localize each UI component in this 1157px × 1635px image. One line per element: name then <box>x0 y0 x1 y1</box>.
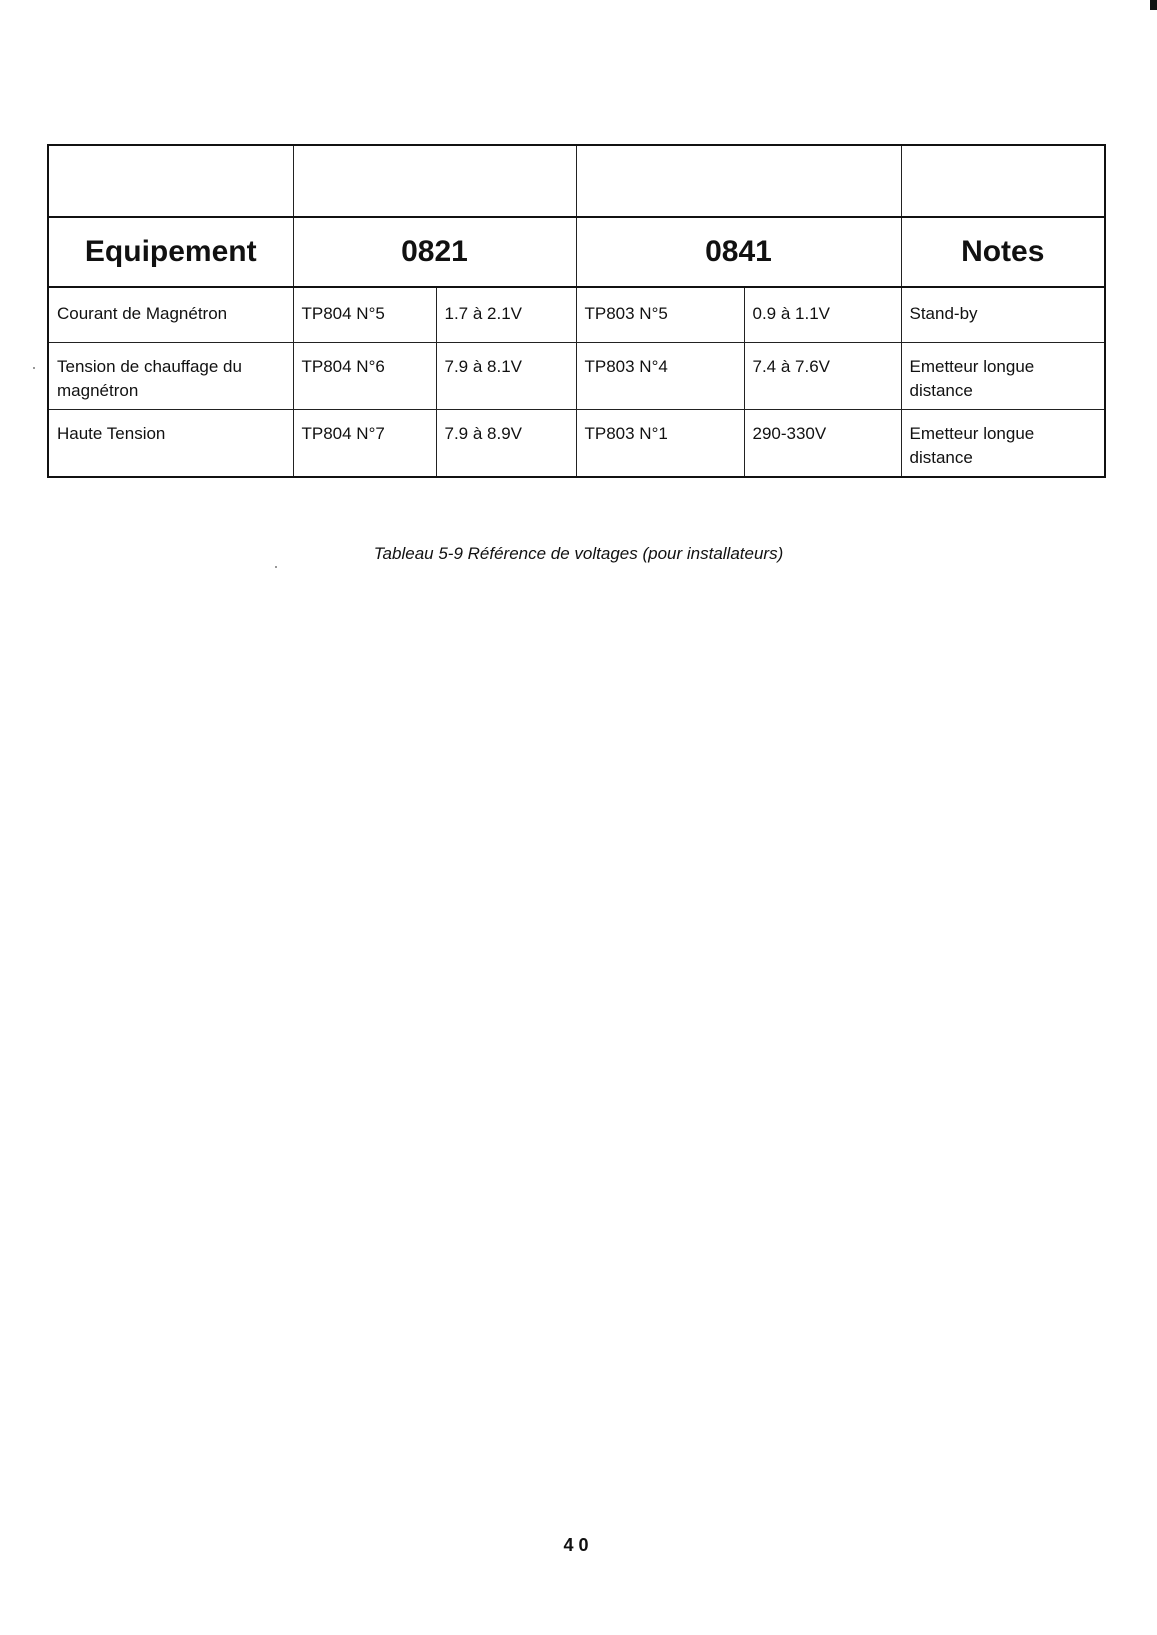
cell-notes: Emetteur longue distance <box>901 343 1105 410</box>
table-row <box>48 287 1105 343</box>
page-number: 40 <box>563 1535 594 1555</box>
blank-cell <box>48 145 293 217</box>
cell-test-point-0841: TP803 N°4 <box>576 343 744 410</box>
header-model-0841: 0841 <box>576 217 901 287</box>
cell-test-point-0821: TP804 N°7 <box>293 410 436 478</box>
cell-test-point-0821: TP804 N°5 <box>293 287 436 343</box>
cell-equipment: Courant de Magnétron <box>48 287 293 343</box>
scan-corner-mark <box>1150 0 1157 10</box>
cell-test-point-0841: TP803 N°5 <box>576 287 744 343</box>
cell-voltage-0841: 0.9 à 1.1V <box>744 287 901 343</box>
voltage-reference-table <box>47 144 1106 478</box>
header-equipment: Equipement <box>48 217 293 287</box>
table-header-row <box>48 217 1105 287</box>
header-model-0821: 0821 <box>293 217 576 287</box>
cell-equipment: Tension de chauffage du magnétron <box>48 343 293 410</box>
cell-voltage-0821: 1.7 à 2.1V <box>436 287 576 343</box>
cell-notes: Stand-by <box>901 287 1105 343</box>
blank-cell <box>901 145 1105 217</box>
cell-test-point-0841: TP803 N°1 <box>576 410 744 478</box>
blank-cell <box>576 145 901 217</box>
scan-speck <box>33 367 35 369</box>
cell-equipment: Haute Tension <box>48 410 293 478</box>
table-blank-row <box>48 145 1105 217</box>
cell-notes: Emetteur longue distance <box>901 410 1105 478</box>
scan-speck <box>275 566 277 568</box>
header-notes: Notes <box>901 217 1105 287</box>
blank-cell <box>293 145 576 217</box>
cell-voltage-0841: 290-330V <box>744 410 901 478</box>
cell-voltage-0821: 7.9 à 8.9V <box>436 410 576 478</box>
table-row <box>48 410 1105 478</box>
cell-test-point-0821: TP804 N°6 <box>293 343 436 410</box>
table-row <box>48 343 1105 410</box>
cell-voltage-0821: 7.9 à 8.1V <box>436 343 576 410</box>
cell-voltage-0841: 7.4 à 7.6V <box>744 343 901 410</box>
table-caption: Tableau 5-9 Référence de voltages (pour installateurs) <box>373 544 784 563</box>
